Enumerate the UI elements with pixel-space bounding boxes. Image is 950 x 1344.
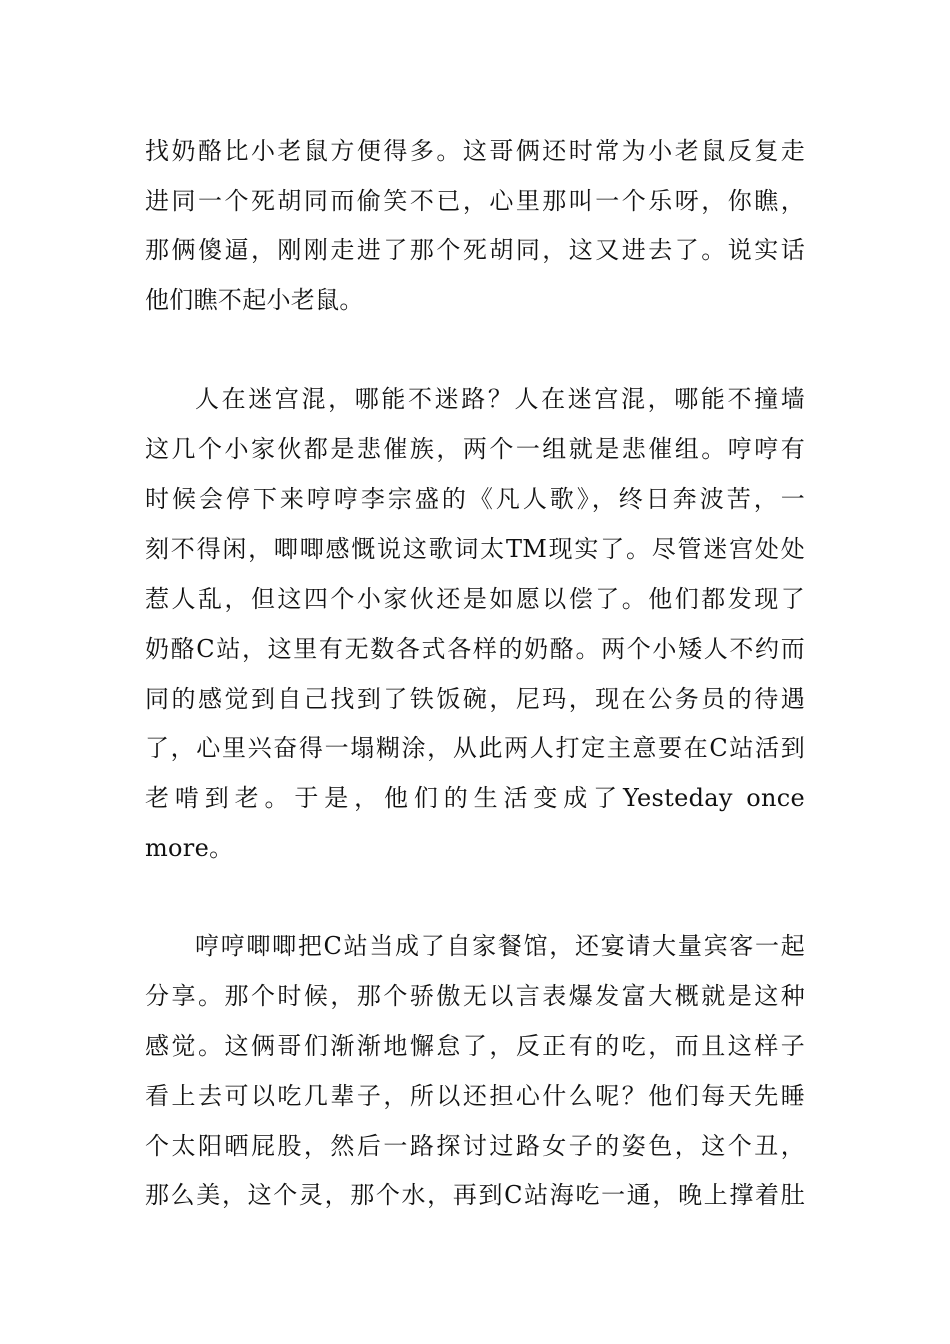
paragraph-1-line-1: 找奶酪比小老鼠方便得多。这哥俩还时常为小老鼠反复走 (145, 137, 805, 165)
paragraph-3-line-3: 感觉。这俩哥们渐渐地懈怠了，反正有的吃，而且这样子 (145, 1032, 805, 1060)
paragraph-3-line-2: 分享。那个时候，那个骄傲无以言表爆发富大概就是这种 (145, 982, 805, 1010)
paragraph-2-line-6: 奶酪C站，这里有无数各式各样的奶酪。两个小矮人不约而 (145, 635, 805, 663)
paragraph-2-line-5: 惹人乱，但这四个小家伙还是如愿以偿了。他们都发现了 (145, 585, 805, 613)
paragraph-2-line-1: 人在迷宫混，哪能不迷路？人在迷宫混，哪能不撞墙 (195, 385, 805, 413)
paragraph-1-line-2: 进同一个死胡同而偷笑不已，心里那叫一个乐呀，你瞧， (145, 187, 805, 215)
paragraph-2-line-8: 了，心里兴奋得一塌糊涂，从此两人打定主意要在C站活到 (145, 734, 805, 762)
paragraph-1-line-3: 那俩傻逼，刚刚走进了那个死胡同，这又进去了。说实话 (145, 236, 805, 264)
paragraph-2-line-2: 这几个小家伙都是悲催族，两个一组就是悲催组。哼哼有 (145, 435, 805, 463)
paragraph-2-line-4: 刻不得闲，唧唧感慨说这歌词太TM现实了。尽管迷宫处处 (145, 535, 805, 563)
paragraph-3-line-1: 哼哼唧唧把C站当成了自家餐馆，还宴请大量宾客一起 (195, 932, 805, 960)
paragraph-2-line-3: 时候会停下来哼哼李宗盛的《凡人歌》，终日奔波苦，一 (145, 485, 805, 513)
paragraph-3-line-6: 那么美，这个灵，那个水，再到C站海吃一通，晚上撑着肚 (145, 1181, 805, 1209)
paragraph-1-line-4: 他们瞧不起小老鼠。 (145, 286, 364, 314)
paragraph-2-line-10: more。 (145, 834, 234, 862)
paragraph-2-line-7: 同的感觉到自己找到了铁饭碗，尼玛，现在公务员的待遇 (145, 685, 805, 713)
paragraph-2-line-9: 老啃到老。于是，他们的生活变成了Yesteday once (145, 784, 805, 812)
paragraph-3-line-5: 个太阳晒屁股，然后一路探讨过路女子的姿色，这个丑， (145, 1132, 805, 1160)
paragraph-3-line-4: 看上去可以吃几辈子，所以还担心什么呢？他们每天先睡 (145, 1082, 805, 1110)
